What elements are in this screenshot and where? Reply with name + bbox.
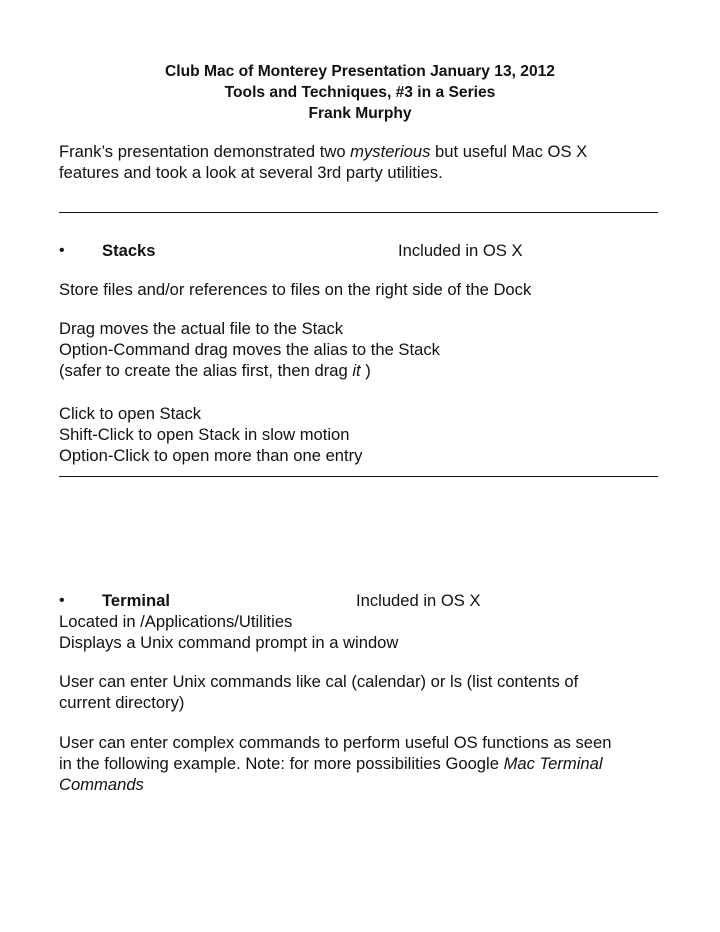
stacks-click-line-2: Shift-Click to open Stack in slow motion — [59, 425, 350, 444]
stacks-drag-emphasis: it — [352, 361, 361, 380]
terminal-commands-line-2: current directory) — [59, 693, 185, 712]
separator-rule-2 — [59, 476, 658, 477]
terminal-complex-line-3 — [59, 774, 144, 795]
doc-title-line-2: Tools and Techniques, #3 in a Series — [224, 84, 496, 101]
bullet-terminal: • — [59, 592, 65, 609]
intro-line-2: features and took a look at several 3rd party utilities. — [59, 163, 443, 182]
stacks-description: Store files and/or references to files on the right side of the Dock — [59, 280, 532, 299]
terminal-included-note: Included in OS X — [356, 591, 481, 610]
terminal-commands-line-1: User can enter Unix commands like cal (calendar) or ls (list contents of — [59, 672, 579, 691]
stacks-drag-line-2: Option-Command drag moves the alias to the Stack — [59, 340, 440, 359]
stacks-included-note: Included in OS X — [398, 241, 523, 260]
terminal-complex-line-2 — [59, 753, 603, 774]
doc-title-line-1: Club Mac of Monterey Presentation January 13, 2012 — [165, 63, 555, 80]
stacks-click-line-1: Click to open Stack — [59, 404, 202, 423]
intro-text-after: but useful Mac OS X — [430, 142, 588, 161]
terminal-search-emphasis-1: Mac Terminal — [503, 754, 603, 773]
terminal-search-emphasis-2: Commands — [59, 775, 144, 794]
terminal-complex-line-1: User can enter complex commands to perform useful OS functions as seen — [59, 733, 612, 752]
stacks-drag-text-after: ) — [360, 361, 371, 380]
terminal-heading: Terminal — [102, 591, 170, 610]
separator-rule-1 — [59, 212, 658, 213]
stacks-drag-text-before: (safer to create the alias first, then drag — [59, 361, 353, 380]
terminal-location: Located in /Applications/Utilities — [59, 612, 293, 631]
bullet-stacks: • — [59, 242, 65, 259]
stacks-heading: Stacks — [102, 241, 156, 260]
intro-emphasis: mysterious — [350, 142, 431, 161]
stacks-drag-line-3 — [59, 360, 371, 381]
stacks-click-line-3: Option-Click to open more than one entry — [59, 446, 363, 465]
stacks-drag-line-1: Drag moves the actual file to the Stack — [59, 319, 344, 338]
intro-line-1 — [59, 141, 587, 162]
terminal-display: Displays a Unix command prompt in a window — [59, 633, 399, 652]
terminal-complex-text: in the following example. Note: for more possibilities Google — [59, 754, 504, 773]
doc-author: Frank Murphy — [308, 105, 412, 122]
intro-text-before: Frank’s presentation demonstrated two — [59, 142, 351, 161]
